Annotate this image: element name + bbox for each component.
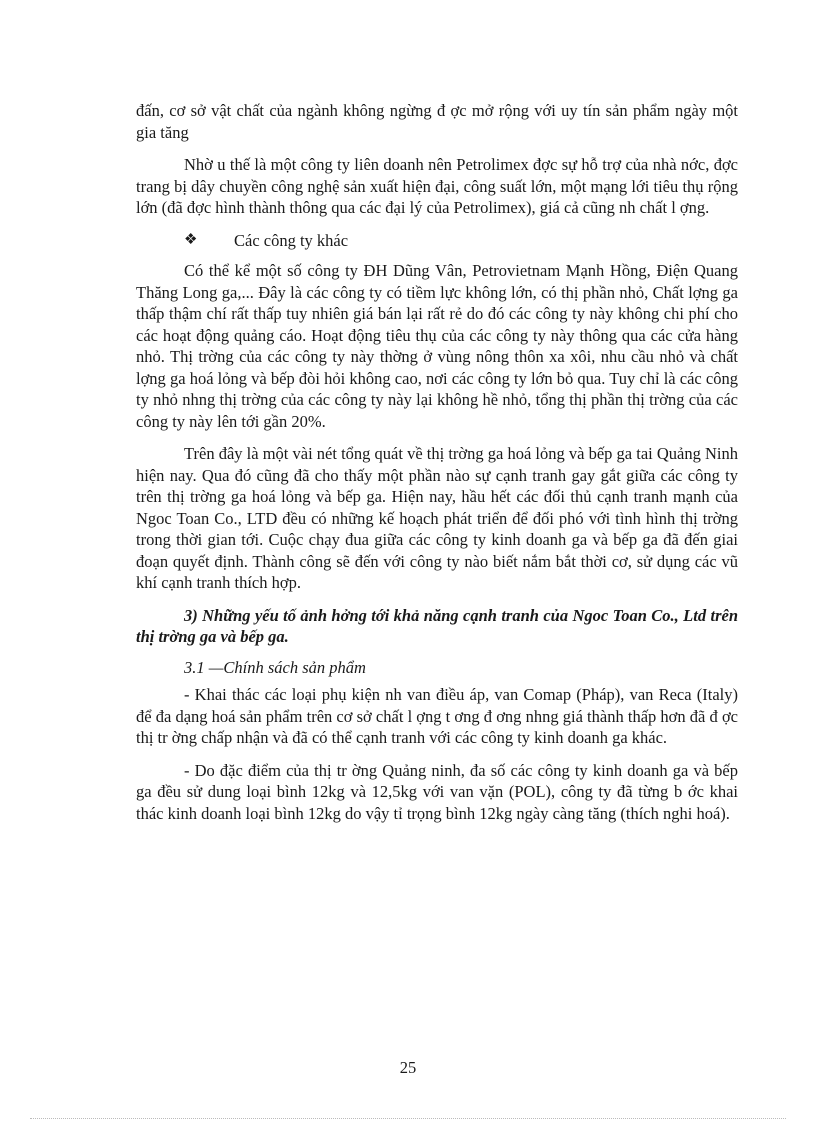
diamond-bullet-icon: ❖ bbox=[184, 231, 198, 248]
paragraph-intro: đấn, cơ sở vật chất của ngành không ngừng đ ợc mở rộng với uy tín sản phẩm ngày một gia tăng bbox=[136, 101, 738, 142]
section-heading: 3) Những yếu tố ảnh hởng tới khả năng cạnh tranh của Ngoc Toan Co., Ltd trên thị trờng ga và bếp ga. bbox=[136, 605, 738, 646]
bullet-label: Các công ty khác bbox=[234, 230, 349, 250]
paragraph-accessories: - Khai thác các loại phụ kiện nh van điều áp, van Comap (Pháp), van Reca (Italy) để đa dạng hoá sản phẩm trên cơ sở chất l ợng t ơng đ ơng nhng giá thành thấp hơn đã đ ợc thị tr ờng chấp nhận và đã có thể cạnh tranh với các công ty kinh doanh ga khác. bbox=[136, 685, 738, 747]
footer-divider bbox=[30, 1118, 786, 1119]
paragraph-petrolimex: Nhờ u thế là một công ty liên doanh nên Petrolimex đợc sự hỗ trợ của nhà nớc, đợc trang bị dây chuyền công nghệ sản xuất hiện đại, công suất lớn, một mạng lới tiêu thụ rộng lớn (đã đợc hình thành thông qua các đại lý của Petrolimex), giá cả cũng nh chất l ợng. bbox=[136, 155, 738, 217]
bullet-other-companies bbox=[184, 230, 738, 252]
paragraph-cylinder: - Do đặc điểm của thị tr ờng Quảng ninh, đa số các công ty kinh doanh ga và bếp ga đều sử dung loại bình 12kg và 12,5kg với van vặn (POL), công ty đã từng b ớc khai thác kinh doanh loại bình 12kg do vậy tỉ trọng bình 12kg ngày càng tăng (thích nghi hoá). bbox=[136, 760, 738, 823]
subsection-heading: 3.1 —Chính sách sản phẩm bbox=[184, 657, 366, 677]
page-number: 25 bbox=[399, 1058, 417, 1077]
paragraph-other-companies: Có thể kể một số công ty ĐH Dũng Vân, Petrovietnam Mạnh Hồng, Điện Quang Thăng Long ga,... Đây là các công ty có tiềm lực không lớn, có thị phần nhỏ, Chất lợng ga thấp thậm chí rất thấp tuy nhiên giá bán lại rất rẻ do đó các công ty này không chi phí cho các hoạt động quảng cáo. Hoạt động tiêu thụ của các công ty này thông qua các cửa hàng nhỏ. Thị trờng của các công ty này thờng ở vùng nông thôn xa xôi, nhu cầu nhỏ và chất lợng ga hoá lỏng và bếp đòi hỏi không cao, nơi các công ty lớn bỏ qua. Tuy chỉ là các công ty nhỏ nhng thị trờng của các công ty này lại không hề nhỏ, tổng thị phần thị trờng của các công ty này lên tới gần 20%. bbox=[136, 261, 738, 431]
document-body bbox=[136, 100, 738, 835]
paragraph-market-summary: Trên đây là một vài nét tổng quát về thị trờng ga hoá lỏng và bếp ga tai Quảng Ninh hiện nay. Qua đó cũng đã cho thấy một phần nào sự cạnh tranh gay gắt giữa các công ty trên thị trờng ga hoá lỏng và bếp ga. Hiện nay, hầu hết các đối thủ cạnh tranh mạnh của Ngoc Toan Co., LTD đều có những kế hoạch phát triển để đối phó với tình hình thị trờng trong thời gian tới. Cuộc chạy đua giữa các công ty kinh doanh ga và bếp ga đã đến giai đoạn quyết định. Thành công sẽ đến với công ty nào biết nắm bắt thời cơ, sử dụng các vũ khí cạnh tranh thích hợp. bbox=[136, 444, 738, 592]
